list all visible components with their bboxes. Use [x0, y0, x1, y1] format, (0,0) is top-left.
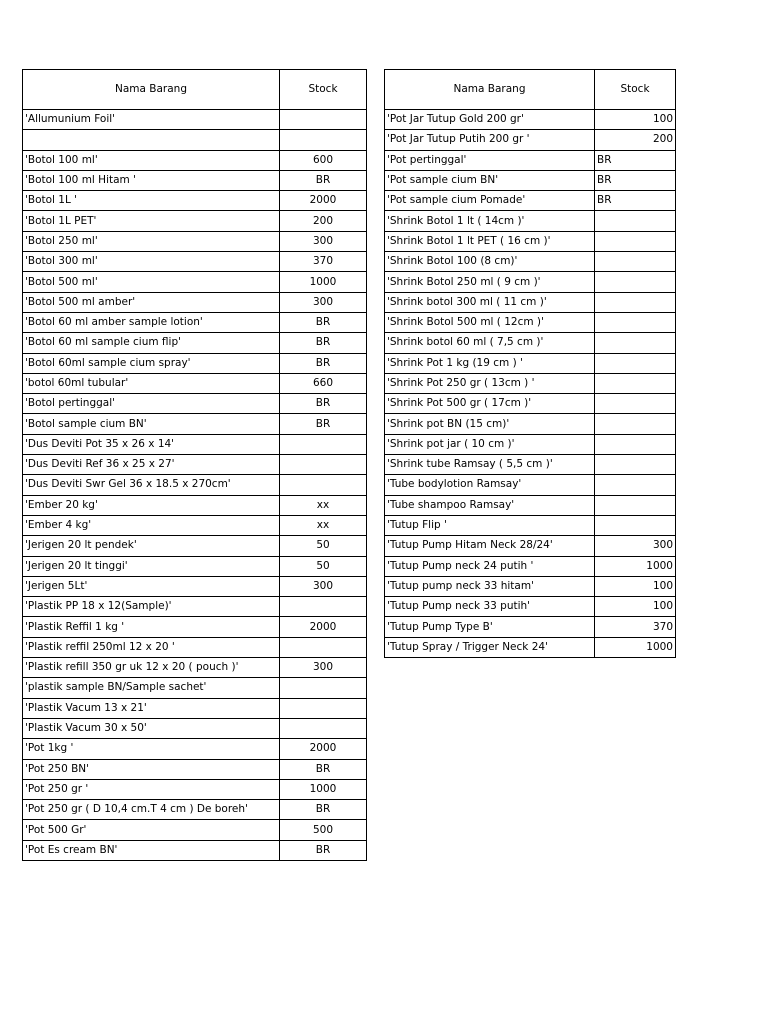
stock-cell: BR [280, 840, 367, 860]
table-row [23, 434, 367, 454]
item-name-cell: 'plastik sample BN/Sample sachet' [23, 678, 280, 698]
item-name-cell: 'Botol 1L PET' [23, 211, 280, 231]
stock-cell [595, 231, 676, 251]
stock-cell: BR [595, 170, 676, 190]
item-name-cell: 'Pot 1kg ' [23, 739, 280, 759]
header-row [23, 70, 367, 110]
item-name-cell: 'Tutup Pump Hitam Neck 28/24' [385, 536, 595, 556]
item-name-cell: 'Dus Deviti Pot 35 x 26 x 14' [23, 434, 280, 454]
stock-cell: BR [280, 414, 367, 434]
item-name-cell: 'Shrink Pot 1 kg (19 cm ) ' [385, 353, 595, 373]
table-row [23, 394, 367, 414]
stock-cell: 100 [595, 110, 676, 130]
item-name-cell: 'Shrink botol 300 ml ( 11 cm )' [385, 292, 595, 312]
item-name-cell: 'Plastik refill 350 gr uk 12 x 20 ( pouch )' [23, 658, 280, 678]
stock-cell: 100 [595, 576, 676, 596]
item-name-cell: 'Pot 250 BN' [23, 759, 280, 779]
stock-cell: xx [280, 495, 367, 515]
item-name-cell: 'Botol pertinggal' [23, 394, 280, 414]
table-row [385, 191, 676, 211]
table-row [23, 840, 367, 860]
stock-cell [595, 252, 676, 272]
item-name-cell: 'Shrink Botol 500 ml ( 12cm )' [385, 312, 595, 332]
table-row [385, 353, 676, 373]
table-row [23, 191, 367, 211]
item-name-cell: 'Shrink tube Ramsay ( 5,5 cm )' [385, 455, 595, 475]
item-name-cell: 'Shrink botol 60 ml ( 7,5 cm )' [385, 333, 595, 353]
stock-cell [595, 455, 676, 475]
stock-cell: 50 [280, 556, 367, 576]
table-row [385, 515, 676, 535]
item-name-cell: 'Shrink Botol 100 (8 cm)' [385, 252, 595, 272]
item-name-cell: 'Tutup Pump neck 24 putih ' [385, 556, 595, 576]
table-row [385, 617, 676, 637]
item-name-cell: 'Shrink pot BN (15 cm)' [385, 414, 595, 434]
item-name-cell: 'Plastik Vacum 30 x 50' [23, 718, 280, 738]
item-name-cell: 'Tutup Pump neck 33 putih' [385, 597, 595, 617]
table-row [385, 475, 676, 495]
stock-cell [280, 130, 367, 150]
stock-cell: BR [280, 312, 367, 332]
table-row [23, 333, 367, 353]
stock-table-right [384, 69, 676, 658]
item-name-cell: 'Pot Jar Tutup Gold 200 gr' [385, 110, 595, 130]
table-row [23, 637, 367, 657]
item-name-cell: 'Dus Deviti Swr Gel 36 x 18.5 x 270cm' [23, 475, 280, 495]
item-name-cell: 'Tube bodylotion Ramsay' [385, 475, 595, 495]
table-row [23, 739, 367, 759]
item-name-cell: 'botol 60ml tubular' [23, 373, 280, 393]
table-row [23, 536, 367, 556]
table-row [385, 373, 676, 393]
stock-table-left [22, 69, 367, 861]
item-name-cell: 'Botol 500 ml' [23, 272, 280, 292]
item-name-cell: 'Plastik Vacum 13 x 21' [23, 698, 280, 718]
table-row [23, 800, 367, 820]
table-row [23, 130, 367, 150]
stock-cell [595, 312, 676, 332]
stock-cell: 500 [280, 820, 367, 840]
table-row [385, 495, 676, 515]
item-name-cell: 'Botol 500 ml amber' [23, 292, 280, 312]
stock-cell: BR [280, 394, 367, 414]
stock-cell [280, 475, 367, 495]
table-row [385, 231, 676, 251]
stock-cell [595, 373, 676, 393]
table-row [23, 617, 367, 637]
item-name-cell: 'Botol 1L ' [23, 191, 280, 211]
stock-cell: 660 [280, 373, 367, 393]
stock-cell [595, 353, 676, 373]
item-name-cell: 'Pot 500 Gr' [23, 820, 280, 840]
stock-cell [595, 414, 676, 434]
table-row [385, 130, 676, 150]
table-row [385, 556, 676, 576]
item-name-cell: 'Botol sample cium BN' [23, 414, 280, 434]
item-name-cell: 'Dus Deviti Ref 36 x 25 x 27' [23, 455, 280, 475]
stock-cell: BR [280, 353, 367, 373]
table-row [385, 536, 676, 556]
table-row [385, 597, 676, 617]
stock-cell: BR [280, 759, 367, 779]
stock-cell: 2000 [280, 739, 367, 759]
item-name-cell: 'Shrink Botol 250 ml ( 9 cm )' [385, 272, 595, 292]
table-row [23, 211, 367, 231]
item-name-cell: 'Pot Es cream BN' [23, 840, 280, 860]
item-name-cell: 'Pot 250 gr ( D 10,4 cm.T 4 cm ) De boreh' [23, 800, 280, 820]
table-row [23, 475, 367, 495]
item-name-cell: 'Jerigen 20 lt tinggi' [23, 556, 280, 576]
stock-cell: 100 [595, 597, 676, 617]
table-row [23, 597, 367, 617]
table-row [23, 272, 367, 292]
stock-cell: BR [280, 170, 367, 190]
stock-cell: BR [280, 333, 367, 353]
item-name-cell: 'Ember 4 kg' [23, 515, 280, 535]
item-name-cell [23, 130, 280, 150]
stock-cell: 200 [280, 211, 367, 231]
item-name-cell: 'Botol 100 ml' [23, 150, 280, 170]
stock-cell: 1000 [280, 272, 367, 292]
stock-cell: 300 [280, 658, 367, 678]
table-row [23, 353, 367, 373]
item-name-cell: 'Jerigen 5Lt' [23, 576, 280, 596]
table-row [385, 252, 676, 272]
stock-cell: 2000 [280, 191, 367, 211]
stock-cell: 50 [280, 536, 367, 556]
stock-cell [280, 434, 367, 454]
item-name-cell: 'Tutup Flip ' [385, 515, 595, 535]
item-name-cell: 'Botol 300 ml' [23, 252, 280, 272]
table-row [385, 211, 676, 231]
stock-cell: 1000 [595, 556, 676, 576]
header-nama-barang: Nama Barang [23, 70, 280, 110]
table-row [23, 292, 367, 312]
table-row [23, 779, 367, 799]
stock-cell: 2000 [280, 617, 367, 637]
stock-cell [280, 698, 367, 718]
table-row [23, 252, 367, 272]
stock-cell: 200 [595, 130, 676, 150]
item-name-cell: 'Shrink Botol 1 lt PET ( 16 cm )' [385, 231, 595, 251]
stock-cell: 300 [595, 536, 676, 556]
table-row [385, 637, 676, 657]
stock-cell: BR [595, 150, 676, 170]
table-row [385, 272, 676, 292]
table-row [385, 110, 676, 130]
table-row [23, 576, 367, 596]
table-row [23, 110, 367, 130]
item-name-cell: 'Plastik PP 18 x 12(Sample)' [23, 597, 280, 617]
header-row [385, 70, 676, 110]
table-row [23, 658, 367, 678]
table-row [23, 820, 367, 840]
item-name-cell: 'Plastik reffil 250ml 12 x 20 ' [23, 637, 280, 657]
item-name-cell: 'Pot sample cium Pomade' [385, 191, 595, 211]
table-row [385, 414, 676, 434]
stock-cell [280, 637, 367, 657]
stock-cell [595, 495, 676, 515]
stock-cell [595, 292, 676, 312]
table-row [385, 170, 676, 190]
item-name-cell: 'Tutup Spray / Trigger Neck 24' [385, 637, 595, 657]
table-row [23, 231, 367, 251]
item-name-cell: 'Tutup pump neck 33 hitam' [385, 576, 595, 596]
item-name-cell: 'Allumunium Foil' [23, 110, 280, 130]
table-row [23, 414, 367, 434]
stock-cell [595, 434, 676, 454]
stock-cell [595, 394, 676, 414]
stock-cell [595, 333, 676, 353]
stock-cell [595, 272, 676, 292]
stock-cell: 1000 [280, 779, 367, 799]
item-name-cell: 'Pot 250 gr ' [23, 779, 280, 799]
item-name-cell: 'Botol 60 ml sample cium flip' [23, 333, 280, 353]
stock-cell: BR [280, 800, 367, 820]
stock-cell: BR [595, 191, 676, 211]
stock-cell [280, 597, 367, 617]
table-row [385, 292, 676, 312]
table-row [23, 759, 367, 779]
item-name-cell: 'Shrink Pot 500 gr ( 17cm )' [385, 394, 595, 414]
item-name-cell: 'Botol 60 ml amber sample lotion' [23, 312, 280, 332]
table-row [385, 576, 676, 596]
item-name-cell: 'Tube shampoo Ramsay' [385, 495, 595, 515]
table-row [385, 434, 676, 454]
table-row [23, 312, 367, 332]
table-row [23, 515, 367, 535]
item-name-cell: 'Jerigen 20 lt pendek' [23, 536, 280, 556]
header-stock: Stock [280, 70, 367, 110]
table-row [23, 150, 367, 170]
item-name-cell: 'Botol 250 ml' [23, 231, 280, 251]
item-name-cell: 'Plastik Reffil 1 kg ' [23, 617, 280, 637]
table-row [385, 455, 676, 475]
table-row [23, 495, 367, 515]
table-row [385, 150, 676, 170]
item-name-cell: 'Shrink Pot 250 gr ( 13cm ) ' [385, 373, 595, 393]
item-name-cell: 'Pot Jar Tutup Putih 200 gr ' [385, 130, 595, 150]
table-row [385, 394, 676, 414]
stock-cell: 370 [280, 252, 367, 272]
stock-cell: 600 [280, 150, 367, 170]
stock-cell [280, 718, 367, 738]
item-name-cell: 'Pot pertinggal' [385, 150, 595, 170]
stock-cell [280, 110, 367, 130]
item-name-cell: 'Pot sample cium BN' [385, 170, 595, 190]
stock-cell: 300 [280, 576, 367, 596]
table-row [23, 170, 367, 190]
stock-cell: 300 [280, 292, 367, 312]
table-row [385, 333, 676, 353]
stock-cell: 1000 [595, 637, 676, 657]
header-nama-barang: Nama Barang [385, 70, 595, 110]
item-name-cell: 'Botol 100 ml Hitam ' [23, 170, 280, 190]
item-name-cell: 'Botol 60ml sample cium spray' [23, 353, 280, 373]
stock-cell: 300 [280, 231, 367, 251]
table-row [23, 373, 367, 393]
header-stock: Stock [595, 70, 676, 110]
stock-cell: 370 [595, 617, 676, 637]
stock-cell [595, 211, 676, 231]
table-row [23, 455, 367, 475]
item-name-cell: 'Shrink pot jar ( 10 cm )' [385, 434, 595, 454]
stock-cell [280, 455, 367, 475]
stock-cell: xx [280, 515, 367, 535]
item-name-cell: 'Ember 20 kg' [23, 495, 280, 515]
table-row [23, 678, 367, 698]
table-row [23, 556, 367, 576]
table-row [385, 312, 676, 332]
item-name-cell: 'Shrink Botol 1 lt ( 14cm )' [385, 211, 595, 231]
stock-cell [595, 475, 676, 495]
item-name-cell: 'Tutup Pump Type B' [385, 617, 595, 637]
stock-cell [595, 515, 676, 535]
stock-cell [280, 678, 367, 698]
table-row [23, 718, 367, 738]
table-row [23, 698, 367, 718]
